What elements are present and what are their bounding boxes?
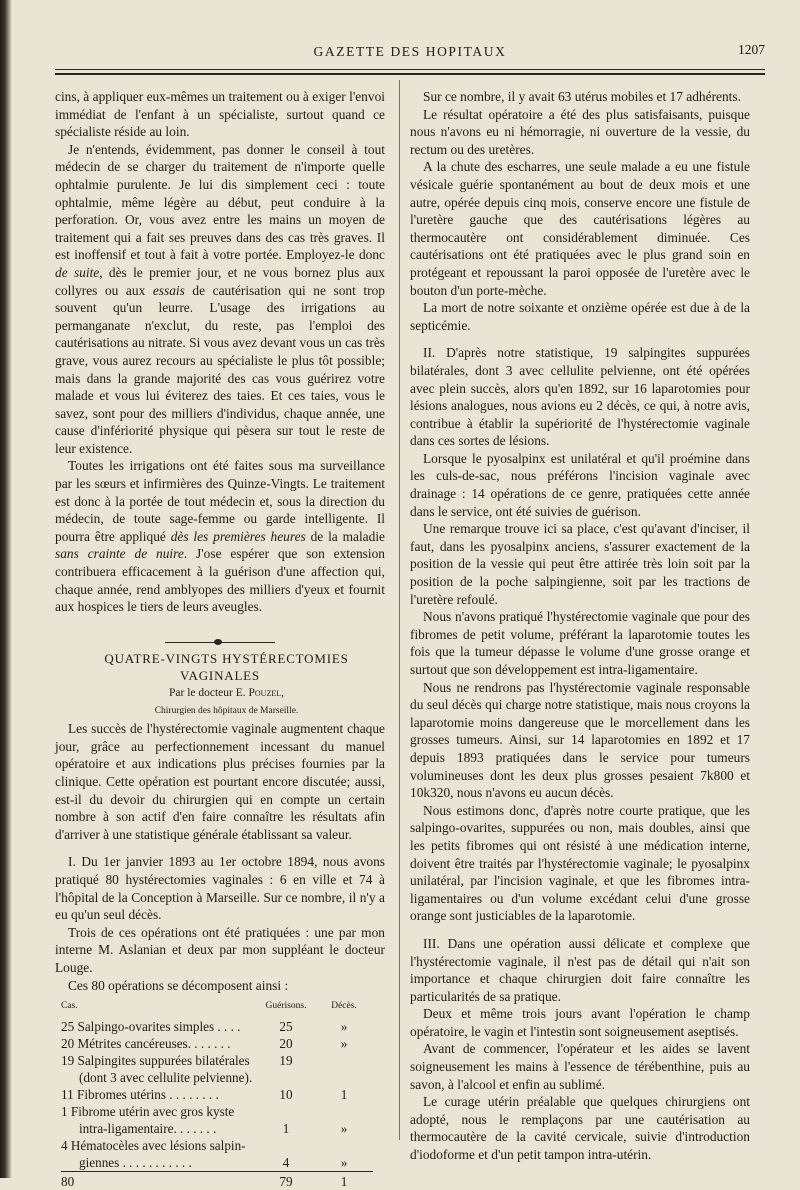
- paragraph: Avant de commencer, l'opérateur et les aides se lavent soigneusement les mains à l'essence de térébenthine, puis au savon, à l'alcool et enfin au sublimé.: [410, 1041, 750, 1092]
- operations-table: [61, 998, 373, 1190]
- table-header-row: [61, 998, 373, 1018]
- paragraph: III. Dans une opération aussi délicate et complexe que l'hystérectomie vaginale, il n'est pas de détail qui n'ait son importance et chaque chirurgien doit faire connaître les particularités de sa pratique.: [410, 935, 750, 1004]
- header-rule-thick: [55, 73, 765, 75]
- total-cas: 80: [61, 1172, 257, 1190]
- page-edge-shadow: [0, 0, 12, 1178]
- row-label: 4 Hématocèles avec lésions salpin-: [61, 1138, 246, 1154]
- italic-text: de suite: [55, 264, 100, 280]
- right-column: [410, 88, 750, 1164]
- page-header: [55, 44, 765, 64]
- paragraph: Nous ne rendrons pas l'hystérectomie vaginale responsable du seul décès qui charge notre statistique, mais nous croyons la laparotomie moins dangereuse que le morcellement dans les grosses tumeurs. Ainsi, sur 14 laparotomies en 1892 et 17 depuis 1893 pratiquées dans le service pour tumeurs volumineuses dont les deux plus grosses pesaient 7k800 et 10k320, nous n'avons eu aucun décès.: [410, 679, 750, 801]
- author-affiliation: Chirurgien des hôpitaux de Marseille.: [154, 705, 299, 716]
- row-deces: [315, 1103, 373, 1120]
- table-row: [61, 1137, 373, 1154]
- row-label-continuation: intra-ligamentaire. . . . . . .: [79, 1121, 217, 1137]
- left-column: [55, 88, 385, 1190]
- journal-title: GAZETTE DES HOPITAUX: [313, 44, 507, 59]
- table-row: [61, 1052, 373, 1069]
- row-deces: »: [340, 1019, 348, 1035]
- row-guerisons: 20: [279, 1036, 293, 1052]
- row-guerisons: [257, 1103, 315, 1120]
- row-guerisons: [257, 1137, 315, 1154]
- paragraph: Nous n'avons pratiqué l'hystérectomie vaginale que pour des fibromes de petit volume, préférant la laparotomie toutes les fois que la tumeur dépasse le volume d'une grosse orange et surtout que son développement est intra-ligamentaire.: [410, 609, 750, 677]
- row-guerisons: [257, 1069, 315, 1086]
- col-header-deces: Décès.: [331, 1001, 357, 1012]
- table-row: [61, 1103, 373, 1120]
- paragraph: Lorsque le pyosalpinx est unilatéral et qu'il proémine dans les culs-de-sac, nous préférons l'incision vaginale avec drainage : 14 opérations de ce genre, pratiquées cette année dans le service, ont été suivies de guérison.: [410, 450, 750, 519]
- paragraph: Toutes les irrigations ont été faites sous ma surveillance par les sœurs et infirmières des Quinze-Vingts. Le traitement est donc à la portée de tout médecin et, sous la direction du médecin, de toute sage-femme ou garde intelligente. Il pourra être appliqué dès les premières heures de la maladie sans crainte de nuire. J'ose espérer que son extension contribuera efficacement à la guérison d'une affection qui, chaque année, rend amblyopes des milliers d'yeux et fournit aux hospices le tiers de leurs aveugles.: [55, 458, 385, 615]
- row-deces: 1: [340, 1087, 348, 1103]
- row-guerisons: 10: [279, 1087, 293, 1103]
- row-label: 11 Fibromes utérins . . . . . . . .: [61, 1087, 219, 1103]
- paragraph: Nous estimons donc, d'après notre courte pratique, que les salpingo-ovarites, suppurées ou non, mais doubles, ainsi que les petits fibromes qui ont résisté à une médication interne, doivent être traités par l'hystérectomie vaginale; le pyosalpinx unilatéral, par l'incision vaginale, et que les fibromes intra-ligamentaires ou d'un volume excédant celui d'une grosse orange sont justiciables de la laparotomie.: [410, 802, 750, 924]
- paragraph: I. Du 1er janvier 1893 au 1er octobre 1894, nous avons pratiqué 80 hystérectomies vaginales : 6 en ville et 74 à l'hôpital de la Conception à Marseille. Sur ce nombre, il n'y a eu qu'un seul décès.: [55, 854, 385, 923]
- paragraph: cins, à appliquer eux-mêmes un traitement ou à exiger l'envoi immédiat de l'enfant à un spécialiste, surtout quand ce spécialiste réside au loin.: [55, 89, 385, 140]
- paragraph: II. D'après notre statistique, 19 salpingites suppurées bilatérales, dont 3 avec cellulite pelvienne, ont été opérées avec plein succès, alors qu'en 1892, sur 16 laparotomies pour lésions analogues, nous avions eu 2 décès, ce qui, à notre avis, contribue à établir la supériorité de l'hystérectomie vaginale dans ces sortes de lésions.: [410, 345, 750, 449]
- row-deces: »: [340, 1121, 348, 1137]
- row-label: 25 Salpingo-ovarites simples . . . .: [61, 1019, 241, 1035]
- paragraph: Je n'entends, évidemment, pas donner le conseil à tout médecin de se charger du traitement de n'importe quelle ophtalmie purulente. Je lui dis simplement ceci : toute ophtalmie, même légère au début, peut conduire à la perforation. Or, vous avez entre les mains un moyen de traitement qui a fait ses preuves dans des cas très graves. Il est inoffensif et tout à fait à votre portée. Employez-le donc de suite, dès le premier jour, et ne vous bornez plus aux collyres ou aux essais de cautérisation qui ne sont trop souvent qu'un leurre. L'usage des irrigations au permanganate n'exclut, du reste, pas l'emploi des cautérisations au nitrate. Si vous avez devant vous un cas très grave, vous aurez recours au spécialiste le plus tôt possible; mais dans la grande majorité des cas vous guérirez votre malade et vous lui éviterez des taies. Et ces taies, vous le savez, sont pour des milliers d'individus, chaque année, une cause d'infériorité physique qui pèsera sur tout le reste de leur existence.: [55, 141, 385, 456]
- table-row-continuation: [61, 1069, 373, 1086]
- table-row-continuation: [61, 1154, 373, 1172]
- table-row: [61, 1018, 373, 1035]
- section-ornament: [55, 628, 385, 636]
- col-header-guerisons: Guérisons.: [265, 1001, 307, 1012]
- row-guerisons: 25: [279, 1019, 293, 1035]
- row-guerisons: 1: [282, 1121, 290, 1137]
- total-deces: 1: [315, 1172, 373, 1190]
- italic-text: essais: [152, 282, 185, 298]
- row-label-continuation: (dont 3 avec cellulite pelvienne).: [79, 1070, 253, 1086]
- article-title: QUATRE-VINGTS HYSTÉRECTOMIES VAGINALES: [104, 650, 349, 684]
- table-row: [61, 1035, 373, 1052]
- table-row: [61, 1086, 373, 1103]
- paragraph: Trois de ces opérations ont été pratiquées : une par mon interne M. Aslanian et deux par mon suppléant le docteur Louge.: [55, 924, 385, 975]
- column-divider: [399, 80, 400, 1140]
- paragraph: Les succès de l'hystérectomie vaginale augmentent chaque jour, grâce au perfectionnement incessant du manuel opératoire et aux indications plus précises fournies par la clinique. Cette opération est pourtant encore discutée; aussi, est-il du devoir du chirurgien qui en compte un certain nombre à son actif d'en faire connaître les résultats afin d'arriver à une statistique générale établissant sa valeur.: [55, 721, 385, 842]
- total-guerisons: 79: [257, 1172, 315, 1190]
- table-total-row: [61, 1172, 373, 1190]
- article-byline: Par le docteur E. Pouzel,: [168, 687, 284, 699]
- row-deces: »: [340, 1036, 348, 1052]
- page-number: 1207: [738, 42, 765, 57]
- italic-text: dès les premières heures: [170, 528, 306, 544]
- row-deces: [315, 1137, 373, 1154]
- italic-text: sans crainte de nuire: [55, 546, 184, 562]
- row-label: 1 Fibrome utérin avec gros kyste: [61, 1104, 235, 1120]
- row-deces: [315, 1069, 373, 1086]
- row-deces: [315, 1052, 373, 1069]
- row-deces: »: [340, 1155, 348, 1171]
- paragraph: Deux et même trois jours avant l'opération le champ opératoire, le vagin et l'intestin sont soigneusement aseptisés.: [410, 1006, 750, 1039]
- row-label: 19 Salpingites suppurées bilatérales: [61, 1053, 250, 1069]
- row-guerisons: 4: [282, 1155, 290, 1171]
- paragraph: La mort de notre soixante et onzième opérée est due à de la septicémie.: [410, 300, 750, 333]
- paragraph: Le résultat opératoire a été des plus satisfaisants, puisque nous n'avons eu ni hémorragie, ni ouverture de la vessie, du rectum ou des uretères.: [410, 106, 750, 157]
- paragraph: Ces 80 opérations se décomposent ainsi :: [68, 977, 289, 993]
- row-label: 20 Métrites cancéreuses. . . . . . .: [61, 1036, 231, 1052]
- paragraph: Sur ce nombre, il y avait 63 utérus mobiles et 17 adhérents.: [423, 89, 741, 104]
- row-label-continuation: giennes . . . . . . . . . . .: [79, 1155, 192, 1171]
- header-rule-thin: [55, 69, 765, 70]
- author-name: Pouzel: [248, 687, 282, 699]
- paragraph: A la chute des escharres, une seule malade a eu une fistule vésicale guérie spontanément au bout de deux mois et une autre, opérée depuis cinq mois, conserve encore une fistule de l'uretère gauche que des cautérisations légères au thermocautère ont considérablement diminuée. Ces cautérisations ont été pratiquées avec le plus grand soin en protégeant et repoussant la paroi opposée de l'uretère avec le bouton d'un porte-mèche.: [410, 159, 750, 298]
- paragraph: Une remarque trouve ici sa place, c'est qu'avant d'inciser, il faut, dans les pyosalpinx anciens, s'assurer exactement de la position de la vessie qui peut être attirée très loin soit par la position de la poche salpingienne, soit par les tractions de l'uretère refoulé.: [410, 521, 750, 607]
- table-row-continuation: [61, 1120, 373, 1137]
- row-guerisons: 19: [279, 1053, 293, 1069]
- col-header-cas: Cas.: [61, 1001, 78, 1012]
- paragraph: Le curage utérin préalable que quelques chirurgiens ont adopté, nous le remplaçons par une cautérisation au thermocautère de la cavité cervicale, suivie d'introduction d'iodoforme et d'un petit tampon intra-utérin.: [410, 1094, 750, 1163]
